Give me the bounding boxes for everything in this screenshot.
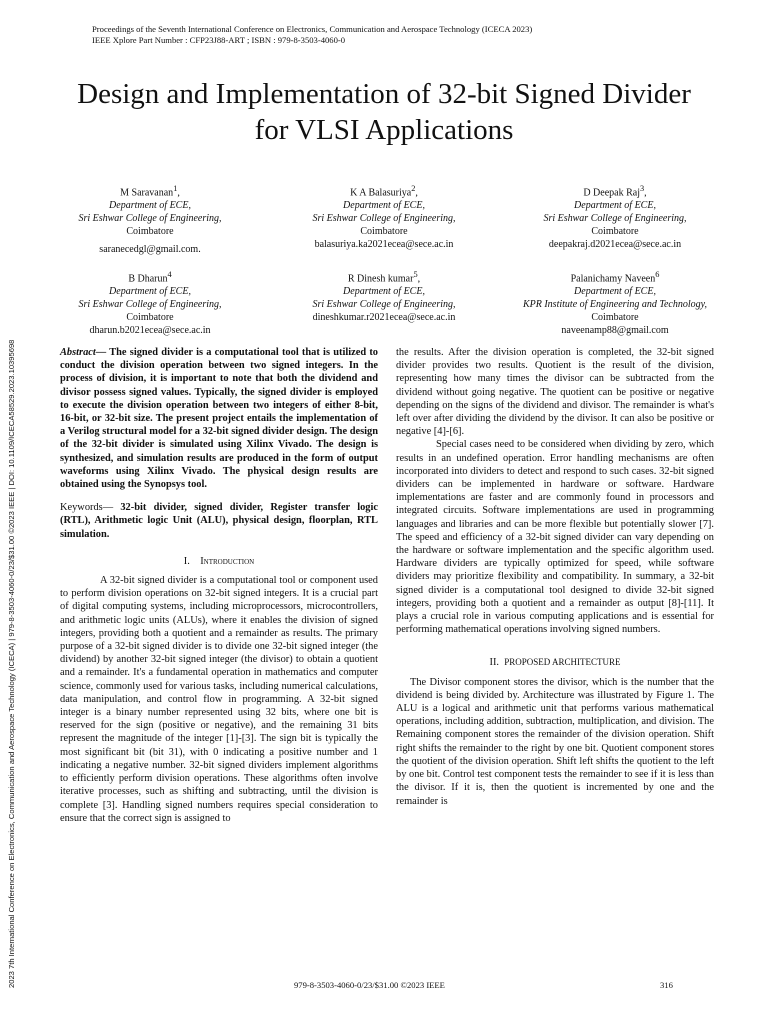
isbn-line: IEEE Xplore Part Number : CFP23J88-ART ; ISBN : 979-8-3503-4060-0 — [92, 35, 346, 45]
copyright-line: 979-8-3503-4060-0/23/$31.00 ©2023 IEEE — [294, 980, 445, 990]
author-city: Coimbatore — [591, 226, 639, 238]
author-sup: 1 — [173, 184, 178, 193]
conference-line: Proceedings of the Seventh International Conference on Electronics, Communication and Aerospace Technology (ICECA 2023) — [92, 24, 533, 34]
results-paragraph: the results. After the division operation is completed, the 32-bit signed divider provides two results. Quotient is the result of the division, representing how many times the divisor can be subtracted from the dividend without going negative. The quotient can be positive or negative depending on the signs of the dividend and divisor. The remainder is what's left over after dividing the dividend by the divisor. It can also be positive or negative [4]-[6]. — [396, 347, 714, 438]
author-name: M Saravanan — [120, 187, 174, 199]
keywords-lead: Keywords— — [60, 502, 114, 514]
right-column — [396, 346, 714, 808]
author-name: Palanichamy Naveen — [570, 273, 656, 285]
author-email: balasuriya.ka2021ecea@sece.ac.in — [314, 239, 454, 251]
section-heading-architecture — [396, 656, 714, 669]
author-inst: Sri Eshwar College of Engineering, — [312, 299, 456, 311]
abstract — [60, 346, 378, 491]
author-block — [40, 268, 260, 337]
author-block — [505, 268, 725, 337]
author-name: B Dharun — [128, 273, 168, 285]
author-inst: Sri Eshwar College of Engineering, — [543, 213, 687, 225]
left-column — [60, 346, 378, 825]
section-title: Introduction — [200, 555, 255, 567]
author-email: saranecedgl@gmail.com. — [99, 244, 201, 256]
author-sup: 6 — [655, 270, 660, 279]
page-number: 316 — [660, 980, 673, 990]
author-block: M Saravanan$^1$, Department of ECE, Sri Eshwar College of Engineering, Coimbatore saranecedgl@gmail.com. — [40, 182, 260, 256]
intro-paragraph: A 32-bit signed divider is a computational tool or component used to perform division operations on 32-bit signed integers. It is a crucial part of digital computing systems, including microprocessors, microcontrollers, and arithmetic logic units (ALUs), where it enables the division of signed integers, providing both a quotient and a remainder as results. The primary purpose of a 32-bit signed divider is to divide one 32-bit signed integer (the dividend) by another 32-bit signed integer (the divisor) to obtain a quotient and a remainder. It's a fundamental operation in mathematics and computer science, commonly used for various tasks, including numerical calculations, data manipulation, and control flow in programming. A 32-bit signed integer is a binary number represented using 32 bits, where one bit is reserved for the sign (positive or negative), and the remaining 31 bits represent the magnitude of the integer [1]-[3]. The sign bit is typically the most significant bit (bit 31), with 0 indicating a positive number and 1 indicating a negative number. 32-bit signed dividers implement algorithms to efficiently perform division operations. These algorithms often involve iterative processes, such as shifting and subtracting, until the division is complete [3]. Handling signed numbers requires special consideration to ensure that the correct sign is assigned to — [60, 575, 378, 824]
author-sup: 2 — [411, 184, 416, 193]
author-sup: 3 — [639, 184, 645, 193]
author-block: D Deepak Raj$^3$, Department of ECE, Sri Eshwar College of Engineering, Coimbatore deepakraj.d2021ecea@sece.ac.in — [505, 182, 725, 251]
author-name: R Dinesh kumar — [347, 273, 414, 285]
section-title: PROPOSED ARCHITECTURE — [504, 657, 621, 668]
author-sup: 5 — [413, 270, 418, 279]
abstract-text: — The signed divider is a computational tool that is utilized to conduct the division operation between two signed integers. In the process of division, it is important to note that both the dividend and divisor possess signed values. Typically, the signed divider is employed to execute the division operation between two integers of either 8-bit, 16-bit, or 32-bit size. The present project entails the implementation of a Verilog structural model for a 32-bit signed divider design. The design of the 32-bit divider is simulated using Xilinx Vivado. The design is synthesized, and simulation results are produced in the form of output waveforms using Xilinx Vivado. The physical design results are obtained using the Synopsys tool. — [60, 347, 378, 491]
section-heading-introduction — [60, 555, 378, 568]
author-email: naveenamp88@gmail.com — [561, 325, 669, 337]
author-email: dharun.b2021ecea@sece.ac.in — [89, 325, 211, 337]
author-dept: Department of ECE, — [343, 200, 425, 212]
author-email: deepakraj.d2021ecea@sece.ac.in — [548, 239, 682, 251]
author-city: Coimbatore — [126, 226, 174, 238]
author-dept: Department of ECE, — [109, 200, 191, 212]
author-city: Coimbatore — [360, 226, 408, 238]
author-dept: Department of ECE, — [343, 286, 425, 298]
author-city: Coimbatore — [126, 312, 174, 324]
keywords — [60, 501, 378, 541]
author-dept: Department of ECE, — [109, 286, 191, 298]
author-sup: 4 — [167, 270, 172, 279]
author-inst: Sri Eshwar College of Engineering, — [78, 213, 222, 225]
author-email: dineshkumar.r2021ecea@sece.ac.in — [312, 312, 456, 324]
author-block: R Dinesh kumar$^5$, Department of ECE, Sri Eshwar College of Engineering, dineshkumar.r2021ecea@sece.ac.in — [274, 268, 494, 324]
special-cases-paragraph: Special cases need to be considered when dividing by zero, which results in an undefined operation. Error handling mechanisms are often incorporated into dividers to detect and respond to such cases. 32-bit signed dividers can be implemented in hardware or software. Hardware implementations are faster and are commonly found in processors and integrated circuits. Software implementations are used in programming languages and libraries and can be more flexible but potentially slower [7]. The speed and efficiency of a 32-bit signed divider can vary depending on the hardware or software implementation and the specific algorithm used. Hardware dividers are typically optimized for speed, while software dividers may prioritize flexibility and compatibility. In summary, a 32-bit signed divider is a computational tool designed to divide 32-bit signed integers, providing both a quotient and a remainder as output [8]-[11]. It plays a crucial role in various computing applications and is essential for performing mathematical operations involving signed numbers. — [396, 439, 714, 636]
architecture-paragraph: The Divisor component stores the divisor, which is the number that the dividend is being divided by. Architecture was illustrated by Figure 1. The ALU is a logical and arithmetic unit that performs various mathematical operations, including addition, subtraction, multiplication, and division. The Remaining component stores the remainder of the division operation. Shift right shifts the remainder to the right by one bit. Quotient component stores the quotient of the division operation. Shift left shifts the quotient to the left by one bit. Control test component tests the remainder to see if it is less than the divisor. If it is, then the quotient is incremented by one and the remainder is — [396, 676, 714, 807]
section-number: II. — [489, 657, 500, 669]
paper-title: Design and Implementation of 32-bit Signed Divider for VLSI Applications — [77, 78, 691, 146]
author-inst: KPR Institute of Engineering and Technology, — [522, 299, 708, 311]
abstract-lead: Abstract — [60, 347, 96, 358]
conference-header — [92, 24, 532, 46]
author-dept: Department of ECE, — [574, 286, 656, 298]
author-inst: Sri Eshwar College of Engineering, — [312, 213, 456, 225]
side-doi-strip: 2023 7th International Conference on Electronics, Communication and Aerospace Technology (ICECA) | 979-8-3503-4060-0/23/$31.00 ©2023 IEEE | DOI: 10.1109/ICECA58529.2023.10395698 — [7, 339, 16, 988]
author-name: D Deepak Raj — [583, 187, 640, 199]
author-city: Coimbatore — [591, 312, 639, 324]
section-number: I. — [183, 555, 190, 567]
author-inst: Sri Eshwar College of Engineering, — [78, 299, 222, 311]
keywords-text: 32-bit divider, signed divider, Register transfer logic (RTL), Arithmetic logic Unit (ALU), physical design, floorplan, RTL simulation. — [60, 502, 378, 540]
author-dept: Department of ECE, — [574, 200, 656, 212]
author-block: K A Balasuriya$^2$, Department of ECE, Sri Eshwar College of Engineering, Coimbatore balasuriya.ka2021ecea@sece.ac.in — [274, 182, 494, 251]
author-name: K A Balasuriya — [350, 187, 412, 199]
